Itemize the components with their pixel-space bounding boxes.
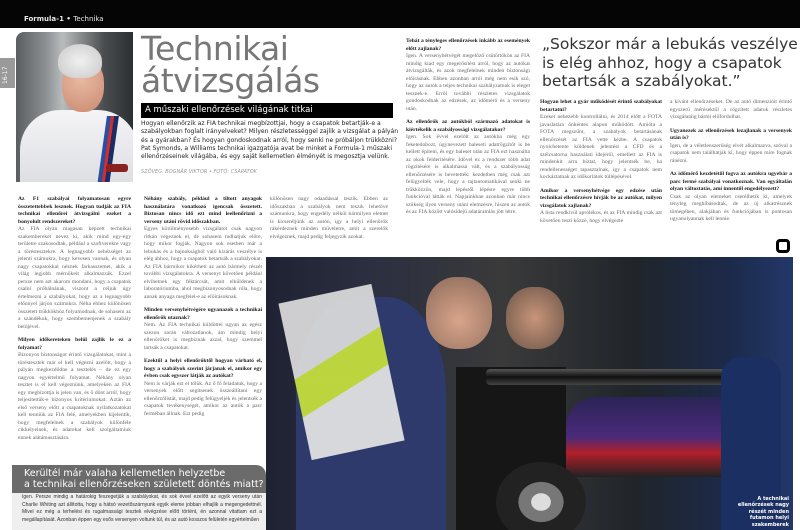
question: Amikor a versenyhétvége egy edzése után technikai ellenőrzésre hívják be az autókat, milyen vizsgálatok zajlanak? (540, 187, 662, 209)
page-numbers: 16-17 (2, 66, 9, 84)
answer: Ezeket nehezebb kontrollálni, és 2014 előtt a FOTA javaslatára önkéntes alapon működött. Amióta a FOTA megszűnt, a szabályok betartásának ellenőrzését az FIA vette kézbe. A csapatok nyolchetente küldenek jelentést a CFD és a szélcsatorna használati idejéről, emellett az FIA is mindenkit arra bíztat, hogy jelentsék be, ha rendellenességet tapasztalnak, így a csapatok nem kockáztatnak az időkorlátok túllépésével. (540, 114, 662, 180)
answer: Igen, de a véletlenszerűség elvét alkalmazva, szóval a csapatok nem találhatják ki, hogy éppen mire fognak ránézni. (670, 142, 792, 164)
column-2 (144, 196, 262, 418)
end-of-article-icon (776, 239, 790, 253)
portrait-hair (58, 44, 102, 78)
sidebox-title-line-2: a technikai ellenőrzéseken született döntés miatt? (24, 479, 264, 490)
title-line-2: átvizsgálás (141, 61, 320, 100)
answer: Egyes körülményesebb vizsgálatot csak nagyon ritkán végeznek el, de sohasem tudhatjuk előre, hogy mikor fogják. Nagyon sok esetben már a lebukás és a bajnokságból való kizárás veszélye is elég ahhoz, hogy a csapatok betartsák a szabályokat. Az FIA bármikor kikérheti az autó bármely részét további vizsgálatokra. A versenyt követően például elvihetnek egy féktárcsát, amit elküldenek a laboratóriumba, ahol megbizonyosodnak róla, hogy annak anyaga megfelel-e az előírásoknak. (144, 226, 262, 300)
title-line-1: Technikai (141, 29, 289, 68)
portrait-badge (106, 164, 128, 172)
column-5 (540, 99, 662, 225)
sidebox-title (12, 465, 266, 493)
article-subtitle: A műszaki ellenőrzések világának titkai (141, 103, 393, 118)
sidebox-body: Igen. Persze mindig a határokig feszegetjük a szabályokat, és sok évvel ezelőtt az egyik verseny után Charlie Whiting azt állította, hogy a hátsó vezetőszárnyunk egyik eleme jobban elhajlik a megengedettnél. Mivel ez még a terhelési és rugalmassági tesztek elvégzése előtt történt, én azonnal vitattam ezt a megállapítását. Azonban éppen egy esős versenyen voltunk túl, és az autó kosszos felületén egyértelműen (22, 494, 262, 523)
photo-head-inspector (426, 277, 492, 349)
question: Minden versenyhétvégére ugyanazok a technikai ellenőrök utaznak? (144, 307, 262, 321)
subsection-name: Technika (73, 15, 104, 23)
answer: Igen. Sok évvel ezelőtt az autókba még egy feketedobozt, úgynevezett baleseti adatrögzítőt is be kellett építeni, és egy baleset után az FIA ezt használta az okok felderítésére. Idővel ez a rendszer több adat rögzítésére is alkalmassá vált, és a szabályosság ellenőrzésére is bevetették: kezdetben még csak azt felügyelték vele, hogy a rajtautomatikával senki ne trükközzön, majd lépésről lépésre egyre több funkcióval látták el. Napjainkban azonban már nincs szükség ilyen verseny utáni elemzésre, hiszen az autók és az FIA között valósidejű adatáramlás jött létre. (406, 134, 530, 215)
column-6 (670, 99, 792, 224)
article-title (141, 29, 320, 100)
question: Ugyanezek az ellenőrzések lezajlanak a versenyek után is? (670, 127, 792, 141)
portrait-photo (16, 32, 133, 182)
answer: Igen. A versenyhétvégét megelőző csütörtökön az FIA mindig kiad egy megerősítést arról, hogy az autókat átvizsgálták, és azok megfelelnek minden biztonsági előírásnak. Ebben azonban arról még nem esik szó, hogy az autók a teljes technikai szabályzatnak is eleget tesznek-e. Erről további részletes vizsgálatok gondoskodnak az edzések, az időmérő és a verseny után. (406, 53, 530, 112)
answer: különösen nagy odaadással teszik. Ebben az időszakban a szabályok nem teszik lehetővé számunkra, hogy engedély nélkül bármilyen elemet is kicseréljünk az autón, így a helyi ellenőrök rákérdeznek minden műveletre, amit a szerelők elvégeznek, majd pedig feljegyzik azokat. (270, 196, 388, 240)
answer: Csak az olyan elemeket cserélhetik ki, amelyek tényleg meghibásodtak, de az új alkatrésznek tömegében, alakjában és funkciójában is pontosan ugyanolyannak kell lennie. (670, 193, 792, 222)
column-1 (18, 196, 131, 442)
section-label (24, 15, 104, 23)
answer: Bizonyos biztonságot érintő vizsgálatokat, mint a töréstesztek már el kell végezni azelőtt, hogy a pályán megkezdődne a tesztelés – de ez egy nagyon egyértelmű folyamat. Néhány olyan tesztet is el kell végeznünk, amelyeken az FIA egy megbízottja is jelen van, és ő dönt arról, hogy teljesítettük-e bizonyos kritériumokat. Aztán az első verseny előtt a csapatoknak nyilatkozatokat kell tenniük az FIA felé, amelyekben kijelentik, hogy megfelelnek a szabályok különféle cikkelyeinek, és adatokat kell szolgáltatniuk ennek alátámasztására. (18, 352, 131, 441)
photo-caption: A technikai ellenőrzések nagy részét minden futamon helyi szakemberek (737, 495, 789, 528)
photo-carbon-bar (486, 369, 746, 385)
answer: Nem is várják ezt el tőlük. Az ő fő feladatuk, hogy a versenyek előtt segítsenek összeállítani egy ellenőrzőlistát, majd pedig felügyeljék és jelentsék a csapatok tevékenységét, amikor az autók a parc ferméban állnak. Ezt pedig (144, 380, 262, 417)
answer: Az FIA olyan magasan képzett technikai szakembereket nevez ki, akik mind egy-egy területre szakosodtak, például a szoftverekre vagy a töréstesztekre. A legnagyobb nehézséget az jelenti számukra, hogy kevesen vannak, és olyan nagy csapatokkal néznek farkasszemet, akik a világ legjobb mérnökeit alkalmazzák. Ezzel persze nem azt akarom mondani, hogy a csapatok csalni próbálnának, viszont a céljuk úgy értelmezni a szabályokat, hogy az a legnagyobb előnnyel járjon számukra. Néha ehhez különösen összetett trükkökhöz folyamodnak, de sohasem az a szándékuk, hogy szembemenjenek a szabály betűjével. (18, 226, 131, 330)
column-3 (270, 196, 388, 241)
sidebox-title-line-1: Kerültél már valaha kellemetlen helyzetbe (24, 468, 226, 479)
question: Az időmérő kezdetétől fogva az autókra ugyebár a parc fermé szabályai vonatkoznak. Van egyáltalán olyan változtatás, ami innentől engedélyezett? (670, 171, 792, 192)
question: Az F1 szabályai folyamatosan egyre összetettebbek lesznek. Hogyan tudják az FIA technikai ellenőrei átvizsgálni ezeket a bonyolult rendszereket? (18, 196, 131, 225)
question: Ezektől a helyi ellenőröktől hogyan várható el, hogy a szabályok szerint járjanak el, amikor egy évben csak egyszer látják az autókat? (144, 358, 262, 379)
question: Tehát a tényleges ellenőrzések inkább az események előtt zajlanak? (406, 38, 530, 52)
answer: Nem. Az FIA technikai küldöttei ugyan az egész szezon során változatlanok, ám mindig helyi ellenőröket is megbíznak azzal, hogy szemmel tartsák a csapatokat. (144, 322, 262, 351)
section-separator: • (66, 15, 71, 23)
article-lead: Hogyan ellenőrzik az FIA technikai megbízottjai, hogy a csapatok betartják-e a szabályokban foglalt irányelveket? Milyen részletességgel zajlik a vizsgálat a pályán és a gyárakban? És hogyan gondoskodnak arról, hogy senki ne próbáljon trükközni? Pat Symonds, a Williams technikai igazgatója avat be minket a Formula-1 műszaki ellenőrzéseinek világába, és egy saját kellemetlen élményét is megosztja velünk. (141, 120, 399, 161)
question: Néhány szabály, például a tiltott anyagok használatára vonatkozó igencsak összetett. Biztosan nincs idő ezt mind leellenőrizni a verseny utáni rövid időszakban. (144, 196, 262, 225)
page-number-tab (0, 58, 15, 88)
answer: a kívánt ellenőrzéseket. De az autó dimenzióit érintő egyszerű mérésektől a rögzített adatok részletes vizsgálatáig bármi előfordulhat. (670, 99, 792, 120)
column-4 (406, 38, 530, 217)
garage-photo (266, 257, 793, 530)
question: Milyen időkereteken belül zajlik le ez a folyamat? (18, 337, 131, 351)
section-name: Formula-1 (24, 15, 64, 23)
header-bar (0, 0, 800, 28)
article-credit: SZÖVEG: BOGNÁR VIKTOR • FOTÓ: CSAPATOK (141, 169, 257, 175)
pull-quote: „Sokszor már a lebukás veszélye is elég ahhoz, hogy a csapatok betartsák a szabályokat.” (542, 35, 798, 90)
photo-car (566, 397, 736, 477)
question: Az ellenőrök az autókból származó adatokat is kiértékelik a szabályossági vizsgálatakor? (406, 119, 530, 133)
answer: A lista rendkívül aprólékos, és az FIA mindig csak azt követően teszi közzé, hogy elvégezte (540, 210, 662, 224)
question: Hogyan lehet a gyár működését érintő szabályokat betartatni? (540, 99, 662, 113)
photo-head-mechanic (506, 287, 564, 349)
